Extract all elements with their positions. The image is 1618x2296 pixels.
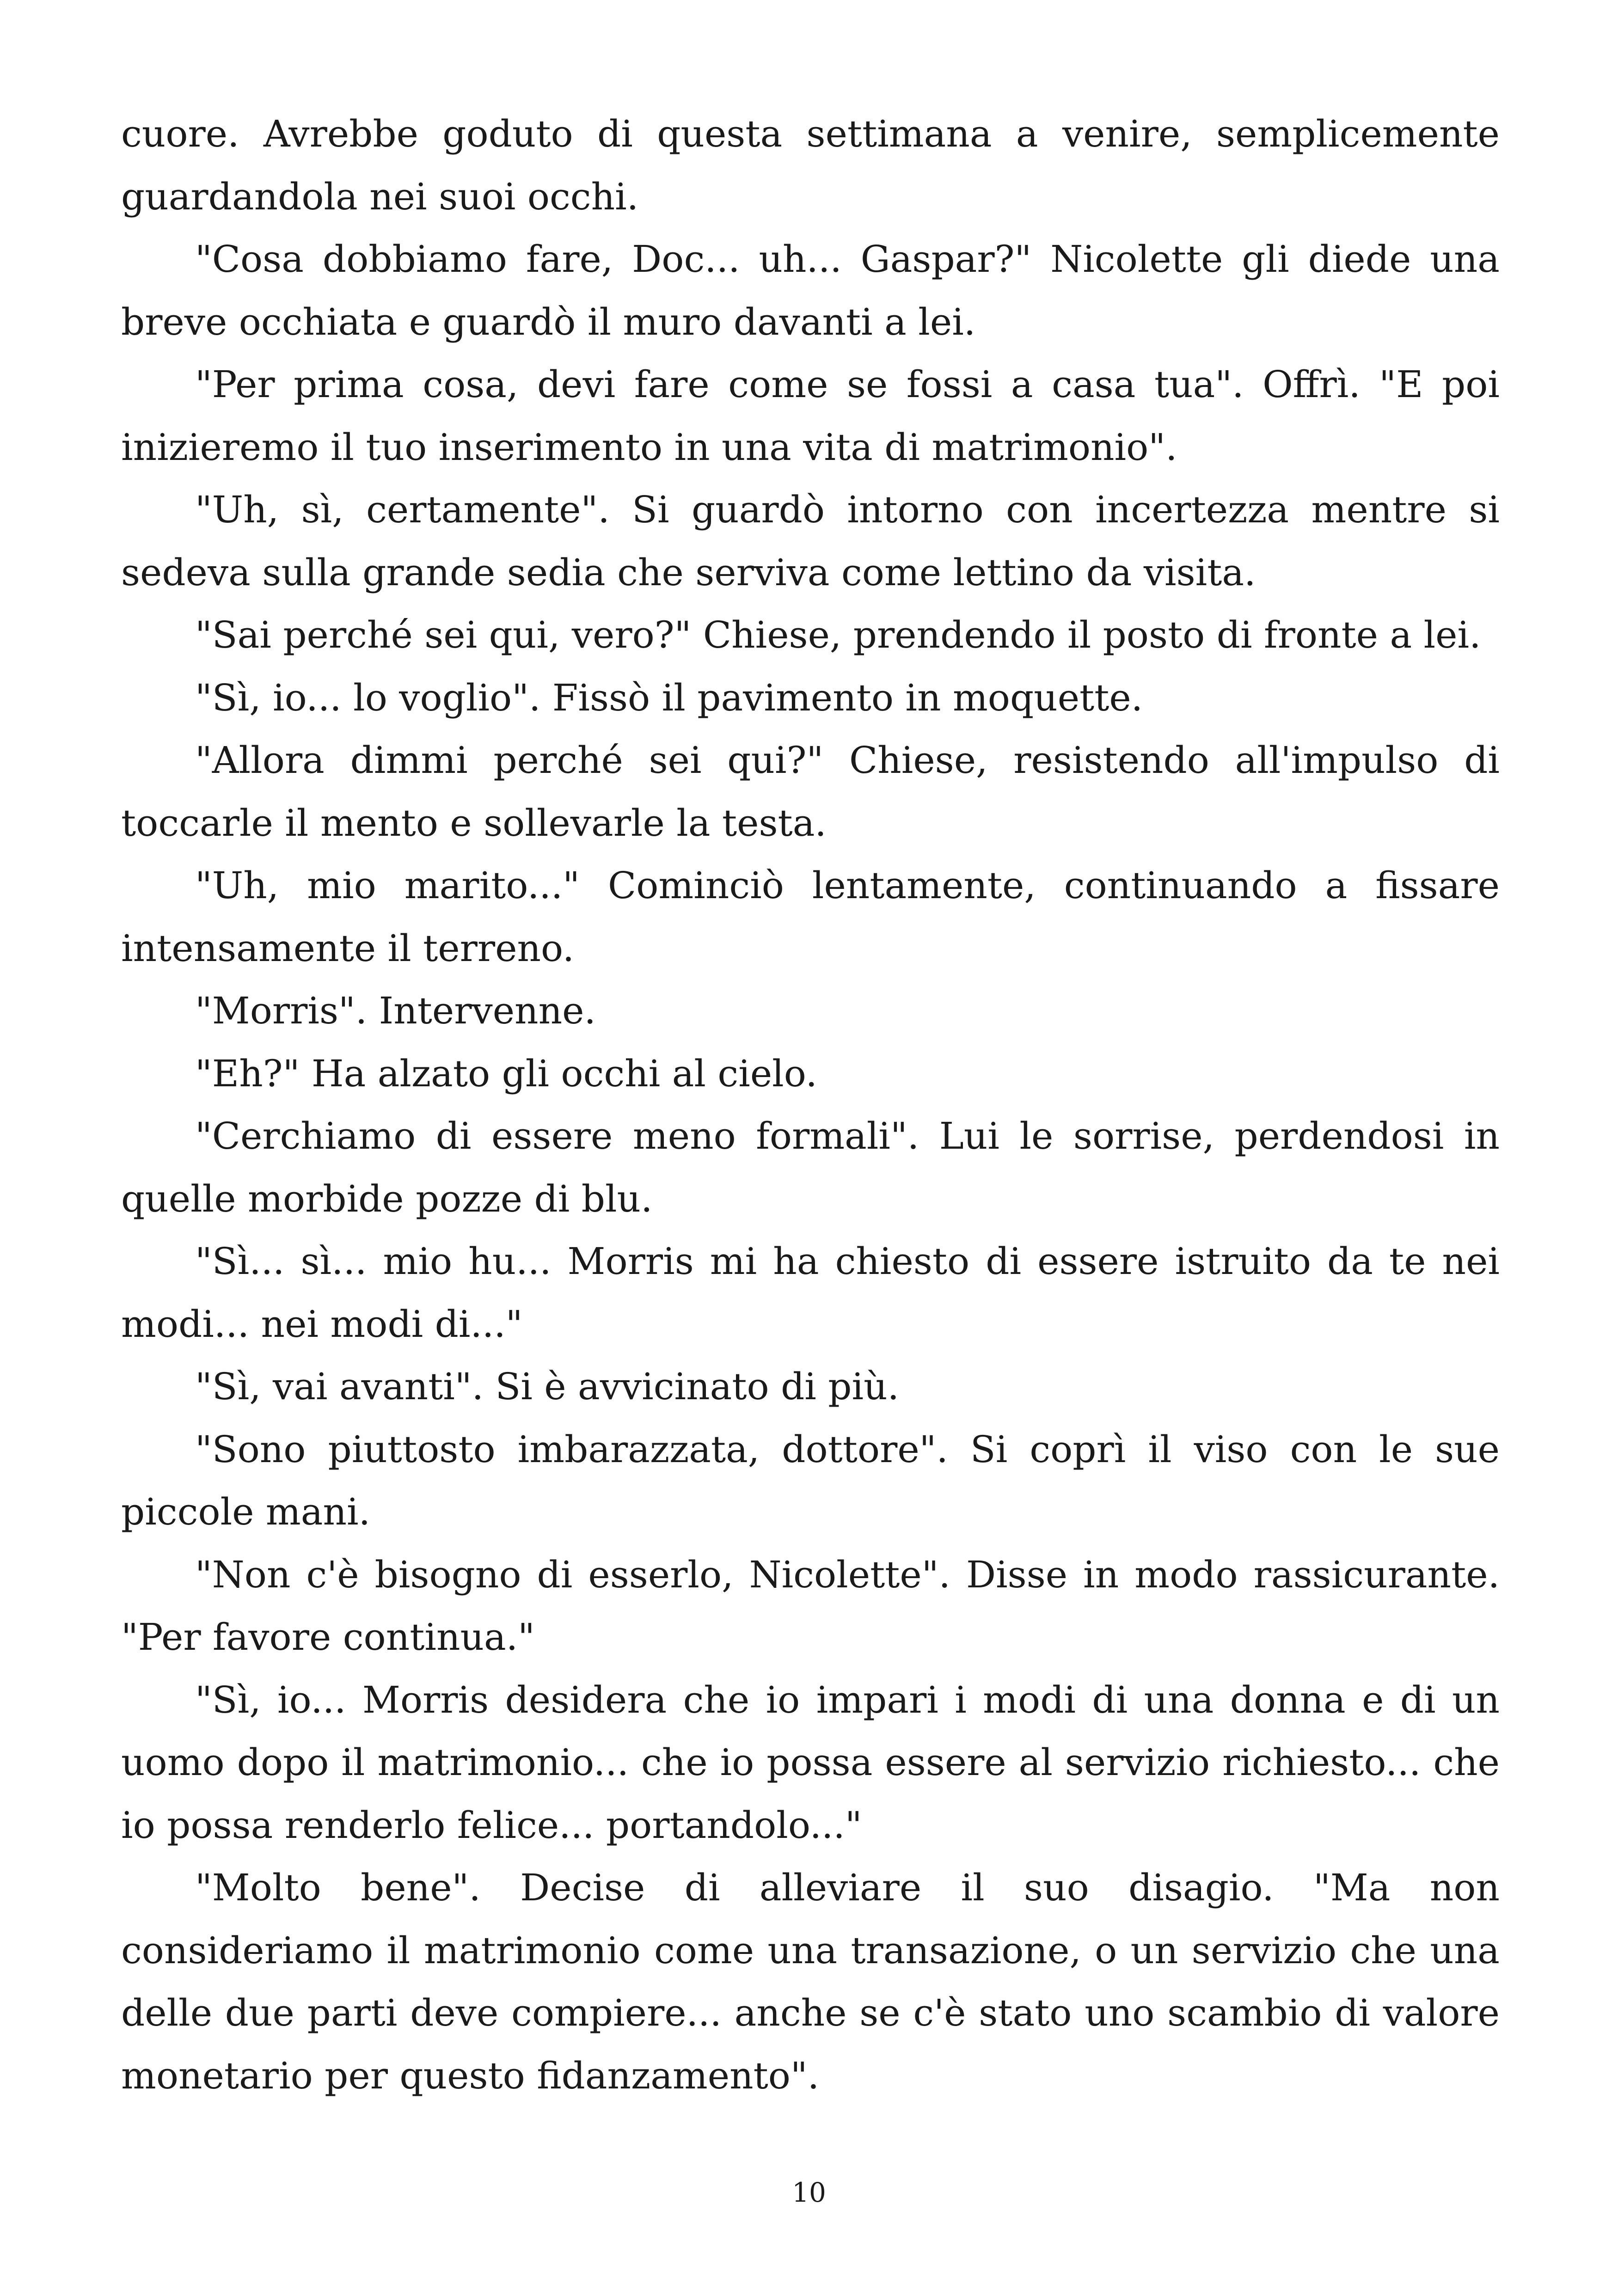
- body-text: [121, 103, 1500, 2107]
- paragraph: "Morris". Intervenne.: [195, 989, 596, 1032]
- paragraph: "Cerchiamo di essere meno formali". Lui le sorrise, perdendosi in quelle morbide pozze di blu.: [121, 1114, 1500, 1220]
- paragraph: "Sì, vai avanti". Si è avvicinato di più.: [195, 1365, 900, 1408]
- paragraph: "Non c'è bisogno di esserlo, Nicolette". Disse in modo rassicurante. "Per favore continua.": [121, 1553, 1500, 1659]
- paragraph: "Sì, io... lo voglio". Fissò il pavimento in moquette.: [195, 676, 1143, 719]
- paragraph: "Uh, mio marito..." Cominciò lentamente, continuando a fissare intensamente il terreno.: [121, 864, 1500, 970]
- paragraph: "Molto bene". Decise di alleviare il suo disagio. "Ma non consideriamo il matrimonio come una transazione, o un servizio che una delle due parti deve compiere... anche se c'è stato uno scambio di valore monetario per questo fidanzamento".: [121, 1866, 1500, 2097]
- page-number: 10: [792, 2177, 826, 2208]
- paragraph-continuation: cuore. Avrebbe goduto di questa settimana a venire, semplicemente guardandola nei suoi occhi.: [121, 112, 1500, 218]
- paragraph: "Allora dimmi perché sei qui?" Chiese, resistendo all'impulso di toccarle il mento e sollevarle la testa.: [121, 739, 1500, 845]
- paragraph: "Sai perché sei qui, vero?" Chiese, prendendo il posto di fronte a lei.: [195, 613, 1481, 656]
- paragraph: "Cosa dobbiamo fare, Doc... uh... Gaspar?" Nicolette gli diede una breve occhiata e guardò il muro davanti a lei.: [121, 238, 1500, 343]
- paragraph: "Eh?" Ha alzato gli occhi al cielo.: [195, 1052, 817, 1095]
- paragraph: "Sì, io... Morris desidera che io impari i modi di una donna e di un uomo dopo il matrimonio... che io possa essere al servizio richiesto... che io possa renderlo felice... portandolo...": [121, 1678, 1500, 1847]
- paragraph: "Uh, sì, certamente". Si guardò intorno con incertezza mentre si sedeva sulla grande sedia che serviva come lettino da visita.: [121, 488, 1500, 594]
- paragraph: "Sì... sì... mio hu... Morris mi ha chiesto di essere istruito da te nei modi... nei modi di...": [121, 1240, 1500, 1346]
- paragraph: "Per prima cosa, devi fare come se fossi a casa tua". Offrì. "E poi inizieremo il tuo inserimento in una vita di matrimonio".: [121, 363, 1500, 469]
- paragraph: "Sono piuttosto imbarazzata, dottore". Si coprì il viso con le sue piccole mani.: [121, 1427, 1500, 1533]
